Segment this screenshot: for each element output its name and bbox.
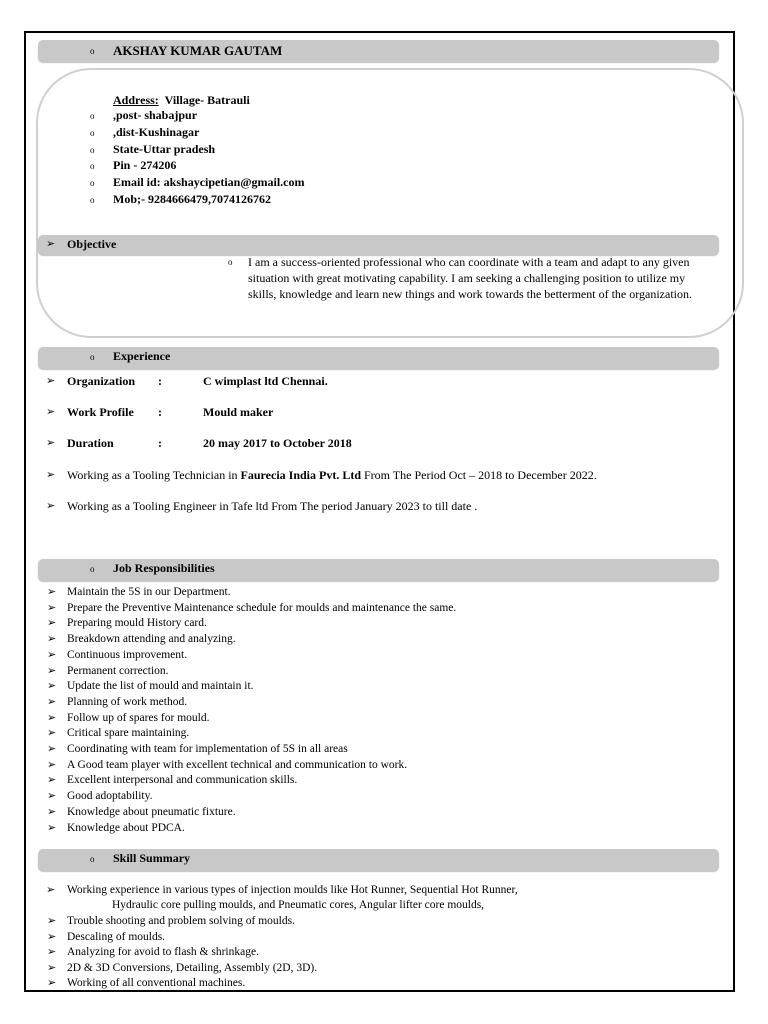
circle-bullet-icon: o — [90, 178, 95, 188]
arrow-bullet-icon: ➢ — [46, 469, 56, 481]
skill-injection-moulds-cont: Hydraulic core pulling moulds, and Pneumatic cores, Angular lifter core moulds, — [112, 899, 485, 911]
arrow-bullet-icon: ➢ — [47, 790, 57, 803]
arrow-bullet-icon: ➢ — [47, 711, 57, 724]
skill-summary-heading: Skill Summary — [113, 851, 191, 865]
arrow-bullet-icon: ➢ — [46, 500, 56, 512]
arrow-bullet-icon: ➢ — [46, 238, 56, 250]
arrow-bullet-icon: ➢ — [47, 664, 57, 677]
arrow-bullet-icon: ➢ — [46, 437, 56, 449]
responsibility-text: Good adoptability. — [67, 790, 153, 803]
experience-tafe: Working as a Tooling Engineer in Tafe ltd From The period January 2023 to till date . — [67, 499, 478, 513]
arrow-bullet-icon: ➢ — [47, 743, 57, 755]
duration-sep: : — [158, 436, 162, 450]
work-profile-sep: : — [158, 405, 162, 419]
candidate-name: AKSHAY KUMAR GAUTAM — [113, 43, 283, 58]
mobile: Mob;- 9284666479,7074126762 — [113, 192, 271, 206]
work-profile-value: Mould maker — [203, 405, 274, 419]
responsibility-item — [47, 679, 254, 693]
skill-text: Working of all conventional machines. — [67, 977, 246, 989]
circle-bullet-icon: o — [90, 854, 95, 864]
circle-bullet-icon: o — [90, 161, 95, 171]
objective-heading: Objective — [67, 237, 117, 251]
arrow-bullet-icon: ➢ — [47, 961, 57, 974]
address-state: State-Uttar pradesh — [113, 142, 216, 156]
arrow-bullet-icon: ➢ — [47, 805, 57, 818]
responsibility-item — [47, 805, 236, 819]
responsibility-text: Critical spare maintaining. — [67, 727, 190, 740]
duration-label: Duration — [67, 436, 114, 450]
responsibility-text: Prepare the Preventive Maintenance schedule for moulds and maintenance the same. — [67, 601, 457, 614]
arrow-bullet-icon: ➢ — [47, 586, 57, 598]
responsibility-text: Update the list of mould and maintain it. — [67, 680, 254, 693]
responsibility-item — [47, 648, 187, 662]
arrow-bullet-icon: ➢ — [47, 617, 57, 630]
skill-item — [47, 945, 259, 959]
circle-bullet-icon: o — [90, 145, 95, 155]
address-district: ,dist-Kushinagar — [113, 125, 200, 139]
arrow-bullet-icon: ➢ — [47, 633, 57, 646]
circle-bullet-icon: o — [90, 128, 95, 138]
responsibility-text: Knowledge about pneumatic fixture. — [67, 805, 236, 818]
arrow-bullet-icon: ➢ — [47, 727, 57, 740]
responsibility-item — [47, 585, 231, 599]
arrow-bullet-icon: ➢ — [47, 758, 57, 771]
responsibility-item — [47, 632, 236, 646]
experience-faurecia: Working as a Tooling Technician in Faurecia India Pvt. Ltd From The Period Oct – 2018 to December 2022. — [67, 468, 597, 482]
responsibility-item — [47, 789, 153, 803]
responsibility-text: Coordinating with team for implementation of 5S in all areas — [67, 743, 348, 755]
responsibility-text: A Good team player with excellent technical and communication to work. — [67, 758, 408, 771]
skill-text: 2D & 3D Conversions, Detailing, Assembly (2D, 3D). — [67, 961, 318, 974]
job-responsibilities-heading: Job Responsibilities — [113, 561, 215, 575]
arrow-bullet-icon: ➢ — [47, 946, 57, 958]
email: Email id: akshaycipetian@gmail.com — [113, 175, 305, 189]
responsibility-item — [47, 726, 189, 740]
organization-value: C wimplast ltd Chennai. — [203, 374, 328, 388]
arrow-bullet-icon: ➢ — [46, 406, 56, 418]
circle-bullet-icon: o — [90, 195, 95, 205]
objective-text: I am a success-oriented professional who can coordinate with a team and adapt to any given situation with great motivating capability. I am seeking a challenging position to utilize my skills, knowledge and learn new things and work towards the betterment of the organization. — [248, 255, 692, 301]
circle-bullet-icon: o — [90, 564, 95, 574]
duration-value: 20 may 2017 to October 2018 — [203, 436, 352, 450]
organization-label: Organization — [67, 374, 135, 388]
skill-text: Analyzing for avoid to flash & shrinkage. — [67, 946, 259, 958]
responsibility-item — [47, 821, 185, 835]
arrow-bullet-icon: ➢ — [47, 774, 57, 787]
circle-bullet-icon: o — [90, 352, 95, 362]
responsibility-text: Breakdown attending and analyzing. — [67, 633, 236, 646]
responsibility-text: Maintain the 5S in our Department. — [67, 586, 231, 598]
skill-text: Descaling of moulds. — [67, 930, 166, 943]
responsibility-text: Excellent interpersonal and communication skills. — [67, 774, 298, 787]
arrow-bullet-icon: ➢ — [47, 915, 57, 927]
responsibility-item — [47, 711, 209, 725]
arrow-bullet-icon: ➢ — [47, 821, 57, 834]
responsibility-text: Follow up of spares for mould. — [67, 711, 210, 724]
responsibility-text: Planning of work method. — [67, 695, 188, 708]
address-post: ,post- shabajpur — [113, 108, 198, 122]
arrow-bullet-icon: ➢ — [47, 601, 57, 614]
arrow-bullet-icon: ➢ — [46, 884, 56, 896]
circle-bullet-icon: o — [228, 257, 233, 267]
circle-bullet-icon: o — [90, 46, 95, 56]
skill-item — [47, 961, 317, 975]
objective-header-bar — [38, 235, 719, 255]
arrow-bullet-icon: ➢ — [46, 375, 56, 387]
arrow-bullet-icon: ➢ — [47, 977, 57, 989]
skill-injection-moulds: Working experience in various types of injection moulds like Hot Runner, Sequential Hot Runner, — [67, 884, 518, 896]
arrow-bullet-icon: ➢ — [47, 680, 57, 693]
organization-sep: : — [158, 374, 162, 388]
responsibility-text: Permanent correction. — [67, 664, 169, 677]
responsibility-item — [47, 664, 169, 678]
experience-heading: Experience — [113, 349, 171, 363]
responsibility-text: Continuous improvement. — [67, 648, 188, 661]
skill-text: Trouble shooting and problem solving of moulds. — [67, 915, 295, 927]
responsibility-item — [47, 616, 207, 630]
responsibility-item — [47, 773, 297, 787]
responsibility-text: Preparing mould History card. — [67, 617, 207, 630]
responsibility-item — [47, 695, 187, 709]
arrow-bullet-icon: ➢ — [47, 695, 57, 708]
address-pin: Pin - 274206 — [113, 158, 177, 172]
skill-item — [47, 930, 165, 944]
skill-item — [47, 976, 245, 990]
skill-item — [47, 914, 295, 928]
address-label-line: Address: Village- Batrauli — [113, 93, 250, 107]
arrow-bullet-icon: ➢ — [47, 648, 57, 661]
responsibility-text: Knowledge about PDCA. — [67, 821, 185, 834]
responsibility-item — [47, 742, 348, 756]
work-profile-label: Work Profile — [67, 405, 134, 419]
responsibility-item — [47, 601, 456, 615]
arrow-bullet-icon: ➢ — [47, 930, 57, 943]
responsibility-item — [47, 758, 407, 772]
circle-bullet-icon: o — [90, 111, 95, 121]
